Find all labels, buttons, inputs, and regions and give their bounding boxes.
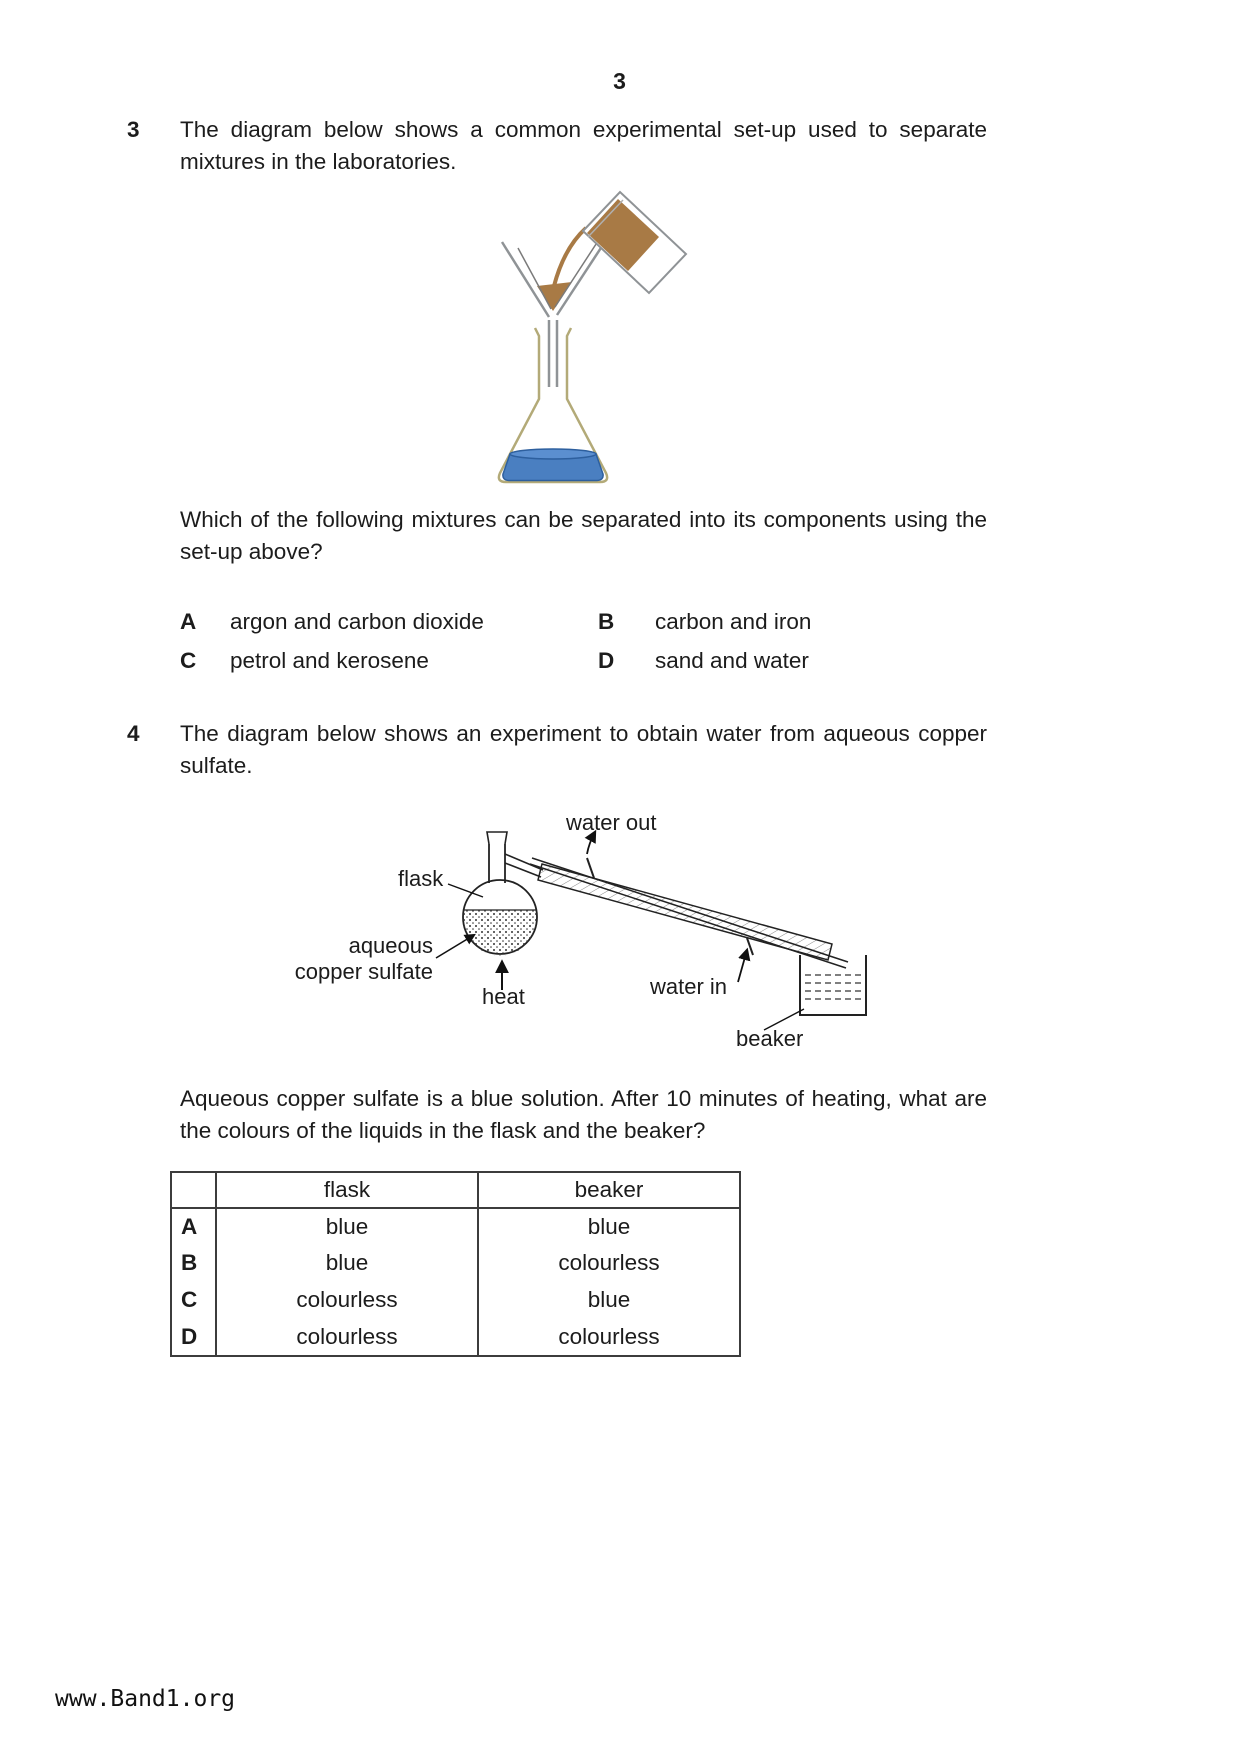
header-beaker: beaker [478,1172,740,1208]
row-b-beaker: colourless [558,1250,660,1276]
pouring-beaker [583,192,686,293]
row-a-beaker: blue [587,1213,631,1239]
copper-sulfate-solution [463,910,537,956]
row-b-flask: blue [216,1245,478,1282]
water-in-arrow [738,950,747,982]
question-4-number: 4 [127,721,140,746]
row-c-beaker: blue [587,1287,631,1313]
option-b-label: B [598,608,615,634]
distillation-diagram [180,798,940,1063]
header-empty-cell [171,1172,216,1208]
row-a-label: A [171,1208,216,1245]
table-row [171,1245,740,1282]
option-d-label: D [598,647,615,673]
option-a-label: A [180,608,197,634]
header-flask: flask [216,1172,478,1208]
footer-url: www.Band1.org [55,1686,236,1712]
distillation-apparatus [180,798,940,1063]
question-3-intro: The diagram below shows a common experimental set-up used to separate mixtures in the laboratories. [180,117,987,174]
filtration-diagram [450,186,880,496]
option-d-text: sand and water [655,647,809,673]
row-d-label: D [171,1319,216,1356]
row-c-label: C [171,1282,216,1319]
label-flask: flask [398,865,444,891]
page-number: 3 [613,68,626,94]
flask-liquid-surface [510,449,596,459]
question-4 [127,718,997,1357]
option-c-text: petrol and kerosene [230,647,429,673]
row-d-flask: colourless [216,1319,478,1356]
row-c-flask: colourless [216,1282,478,1319]
table-header-row [171,1172,740,1208]
table-row [171,1319,740,1356]
option-b-text: carbon and iron [655,608,812,634]
question-4-intro: The diagram below shows an experiment to obtain water from aqueous copper sulfate. [180,721,987,778]
row-b-label: B [171,1245,216,1282]
condenser [505,832,848,982]
label-aqueous-copper-sulfate: aqueous copper sulfate [294,932,433,984]
option-c-label: C [180,647,197,673]
row-a-flask: blue [216,1208,478,1245]
conical-flask [499,328,607,482]
label-heat: heat [482,983,525,1009]
label-water-in: water in [650,973,728,999]
answer-table [170,1171,741,1357]
question-4-stem: Aqueous copper sulfate is a blue solution. After 10 minutes of heating, what are the colours of the liquids in the flask and the beaker? [180,1085,987,1143]
label-beaker: beaker [736,1025,804,1051]
aqueous-pointer-arrow [436,935,474,958]
question-3 [127,114,997,677]
question-3-stem: Which of the following mixtures can be separated into its components using the set-up above? [180,506,987,564]
question-3-number: 3 [127,117,140,142]
label-water-out: water out [566,809,657,835]
table-row [171,1208,740,1245]
collected-water [805,975,861,999]
option-a-text: argon and carbon dioxide [230,608,484,634]
table-row [171,1282,740,1319]
row-d-beaker: colourless [558,1323,660,1349]
question-3-options [180,606,987,677]
